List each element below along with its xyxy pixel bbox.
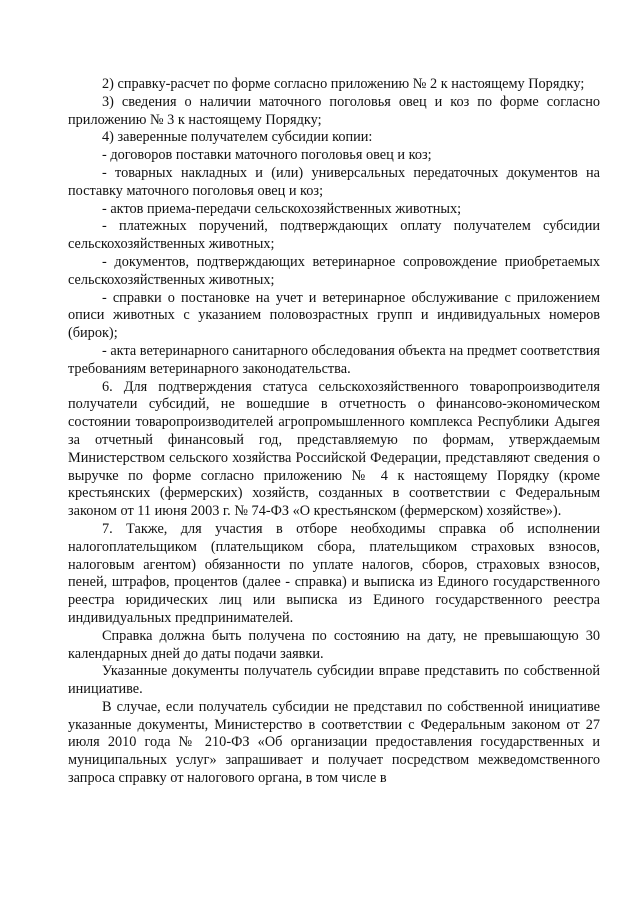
list-item-contracts: - договоров поставки маточного поголовья овец и коз;: [102, 147, 432, 164]
paragraph-section-6: 6. Для подтверждения статуса сельскохозяйственного товаропроизводителя получатели субсидий, не вошедшие в отчетность о финансово-экономическом состоянии товаропроизводителей агропромышленного комплекса Республики Адыгея за отчетный финансовый год, представляемую по формам, утверждаемым Министерством сельского хозяйства Российской Федерации, представляют сведения о выручке по форме согласно приложению № 4 к настоящему Порядку (кроме крестьянских (фермерских) хозяйств, созданных в соответствии с Федеральным законом от 11 июня 2003 г. № 74-ФЗ «О крестьянском (фермерском) хозяйстве»).: [68, 378, 600, 520]
list-item-transfer-acts: - актов приема-передачи сельскохозяйственных животных;: [102, 200, 462, 217]
list-item-invoices: - товарных накладных и (или) универсальных передаточных документов на поставку маточного поголовья овец и коз;: [68, 164, 600, 199]
paragraph-section-7: 7. Также, для участия в отборе необходимы справка об исполнении налогоплательщиком (плательщиком сбора, плательщиком страховых взносов, налоговым агентом) обязанности по уплате налогов, сборов, страховых взносов, пеней, штрафов, процентов (далее - справка) и выписка из Единого государственного реестра юридических лиц или выписка из Единого государственного реестра индивидуальных предпринимателей.: [68, 520, 600, 626]
paragraph-item-2: 2) справку-расчет по форме согласно приложению № 2 к настоящему Порядку;: [102, 76, 585, 92]
paragraph-certificate-date: Справка должна быть получена по состоянию на дату, не превышающую 30 календарных дней до даты подачи заявки.: [68, 627, 600, 662]
paragraph-interagency-request: В случае, если получатель субсидии не представил по собственной инициативе указанные документы, Министерство в соответствии с Федеральным законом от 27 июля 2010 года № 210-ФЗ «Об организации предоставления государственных и муниципальных услуг» запрашивает и получает посредством межведомственного запроса справку от налогового органа, в том числе в: [68, 698, 600, 787]
list-item-payment-orders: - платежных поручений, подтверждающих оплату получателем субсидии сельскохозяйственных животных;: [68, 218, 600, 253]
paragraph-own-initiative: Указанные документы получатель субсидии вправе представить по собственной инициативе.: [68, 663, 600, 698]
paragraph-item-4: 4) заверенные получателем субсидии копии:: [102, 129, 373, 146]
list-item-registration-certificate: - справки о постановке на учет и ветеринарное обслуживание с приложением описи животных с указанием половозрастных групп и индивидуальных номеров (бирок);: [68, 289, 600, 342]
list-item-vet-inspection-act: - акта ветеринарного санитарного обследования объекта на предмет соответствия требованиям ветеринарного законодательства.: [68, 342, 600, 377]
paragraph-item-3: 3) сведения о наличии маточного поголовья овец и коз по форме согласно приложению № 3 к настоящему Порядку;: [68, 93, 600, 128]
list-item-vet-documents: - документов, подтверждающих ветеринарное сопровождение приобретаемых сельскохозяйственных животных;: [68, 253, 600, 288]
document-page: [68, 76, 600, 788]
